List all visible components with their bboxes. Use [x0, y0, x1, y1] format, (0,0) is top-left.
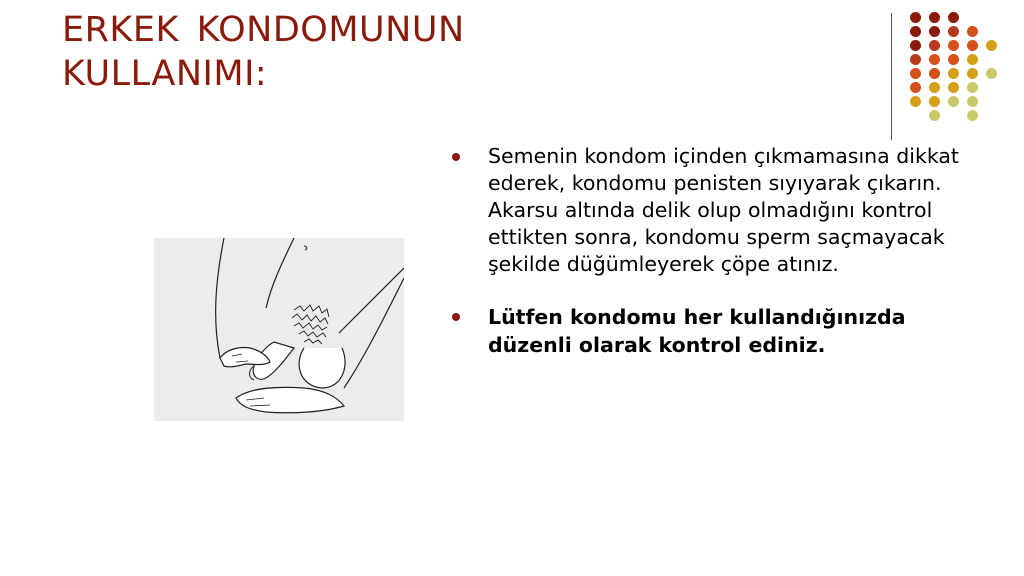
dot [910, 96, 921, 107]
dot [929, 40, 940, 51]
dot [929, 96, 940, 107]
dot [967, 54, 978, 65]
dot [967, 68, 978, 79]
bullet-item-removal-instructions [452, 143, 972, 278]
dot [948, 54, 959, 65]
dot [967, 26, 978, 37]
bullet-icon [452, 313, 460, 321]
dot [910, 82, 921, 93]
dot [948, 68, 959, 79]
bullet-item-check-reminder [452, 303, 972, 359]
dot [967, 96, 978, 107]
bullet-icon [452, 153, 460, 161]
dot [948, 12, 959, 23]
dot [910, 54, 921, 65]
dot [929, 26, 940, 37]
bullet-text: Semenin kondom içinden çıkmamasına dikkat ederek, kondomu penisten sıyıyarak çıkarın. Akarsu altında delik olup olmadığını kontrol ettikten sonra, kondomu sperm saçmayacak şekilde düğümleyerek çöpe atınız. [488, 144, 959, 276]
dot [929, 68, 940, 79]
slide-title [62, 8, 622, 96]
decorative-dot-grid [905, 10, 1015, 125]
condom-removal-illustration [154, 238, 404, 421]
dot [986, 40, 997, 51]
dot [948, 26, 959, 37]
dot [910, 26, 921, 37]
title-line-1: ERKEK KONDOMUNUN [62, 10, 465, 50]
bullet-text: Lütfen kondomu her kullandığınızda düzenli olarak kontrol ediniz. [488, 305, 906, 357]
dot [967, 82, 978, 93]
dot [986, 68, 997, 79]
dot [910, 68, 921, 79]
dot [910, 12, 921, 23]
bullet-list [452, 143, 972, 359]
dot [948, 82, 959, 93]
dot [929, 12, 940, 23]
dot [929, 82, 940, 93]
dot [967, 110, 978, 121]
dot [948, 40, 959, 51]
vertical-divider [891, 13, 892, 140]
dot [910, 40, 921, 51]
dot [967, 40, 978, 51]
dot [929, 110, 940, 121]
title-line-2: KULLANIMI: [62, 54, 268, 94]
dot [948, 96, 959, 107]
dot [929, 54, 940, 65]
